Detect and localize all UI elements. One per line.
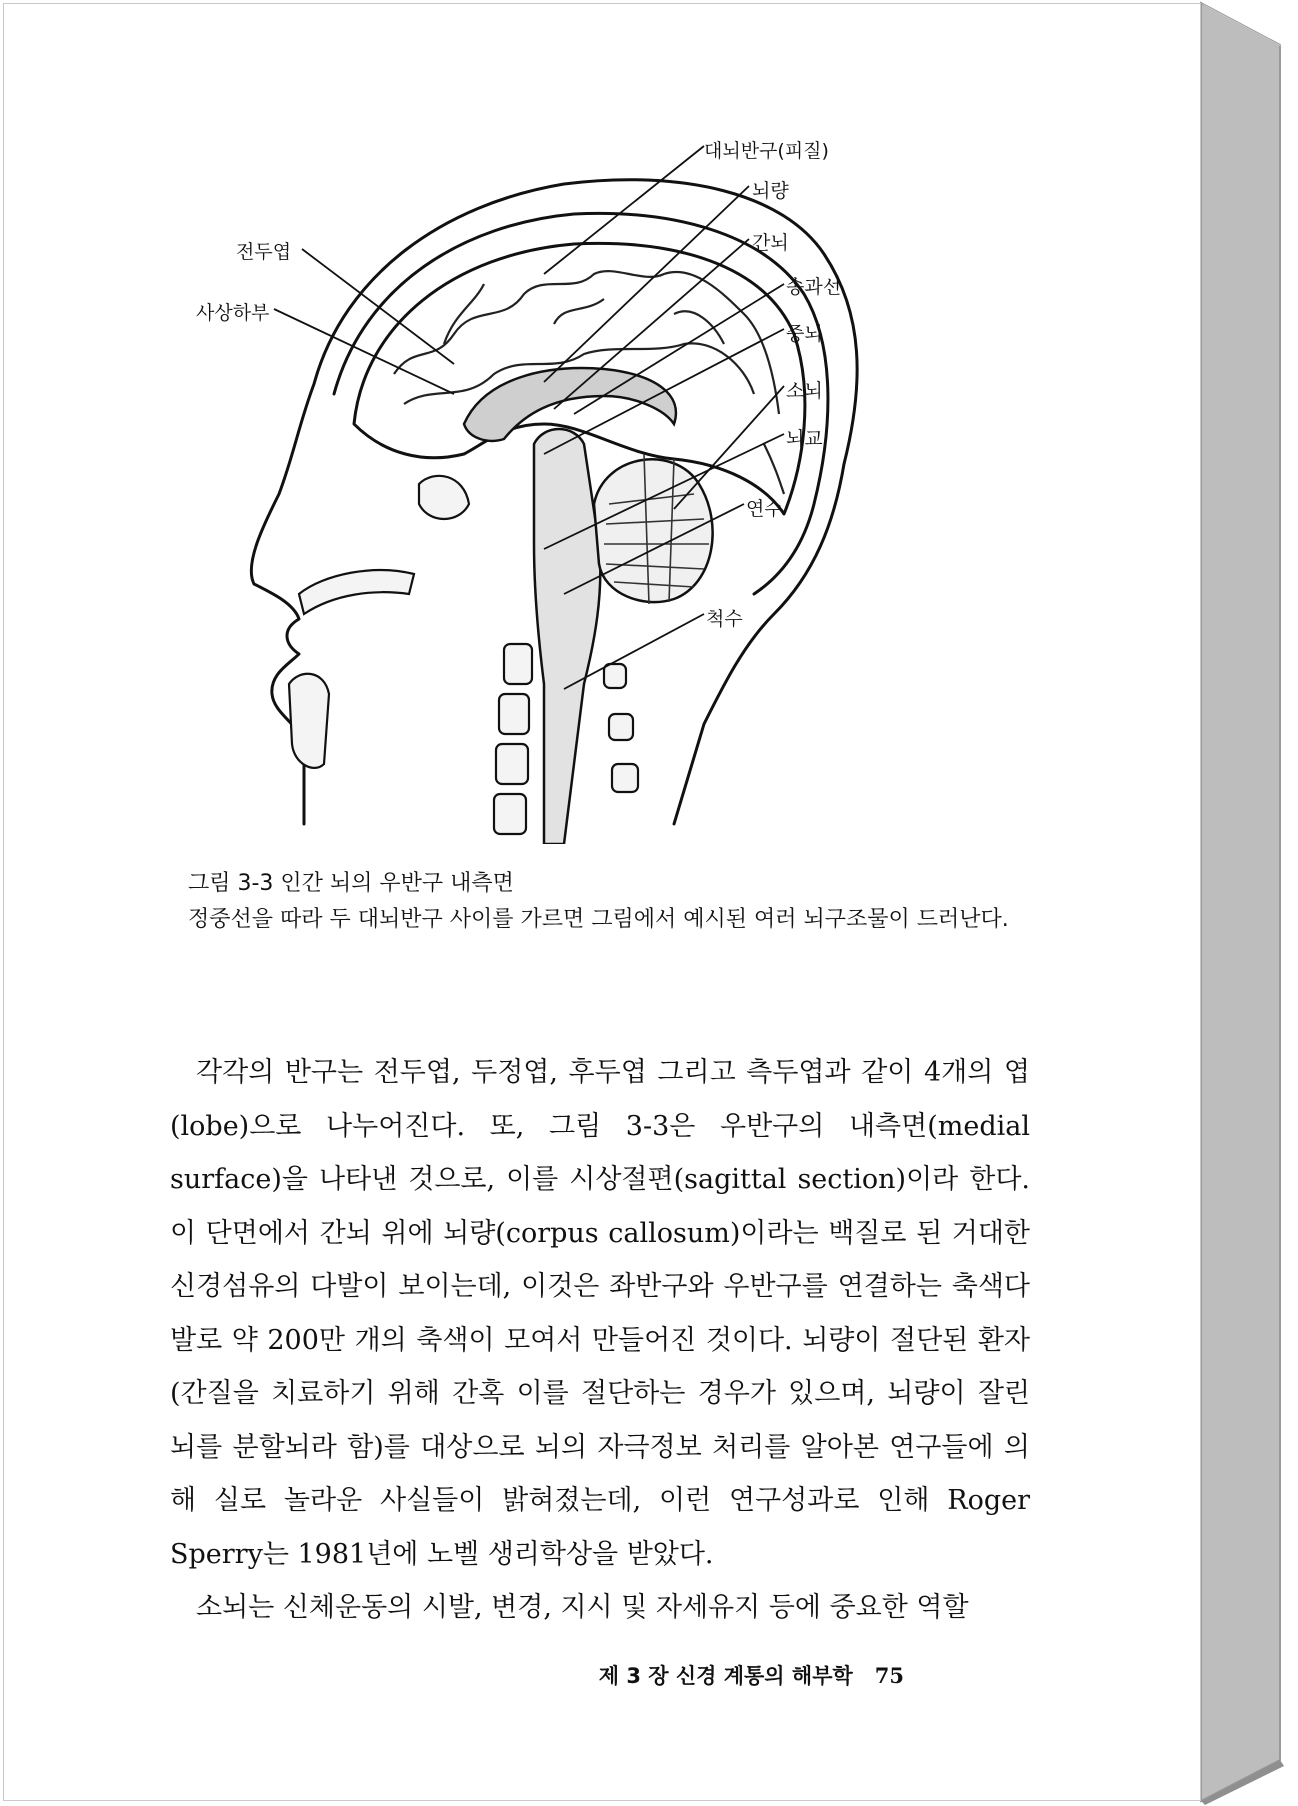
label-spinal-cord: 척수	[706, 608, 743, 630]
label-hypothalamus: 사상하부	[196, 302, 270, 324]
label-medulla: 연수	[746, 498, 783, 520]
label-midbrain: 중뇌	[786, 323, 823, 345]
label-corpus-callosum: 뇌량	[752, 180, 789, 202]
brain-illustration	[204, 124, 984, 844]
page-number: 75	[874, 1663, 904, 1688]
brain-sagittal-figure	[196, 124, 984, 844]
label-cerebral-hemisphere: 대뇌반구(피질)	[704, 140, 829, 162]
paragraph: 각각의 반구는 전두엽, 두정엽, 후두엽 그리고 측두엽과 같이 4개의 엽(lobe)으로 나누어진다. 또, 그림 3-3은 우반구의 내측면(medial surface)을 나타낸 것으로, 이를 시상절편(sagittal section)이라 한다. 이 단면에서 간뇌 위에 뇌량(corpus callosum)이라는 백질로 된 거대한 신경섬유의 다발이 보이는데, 이것은 좌반구와 우반구를 연결하는 축색다발로 약 200만 개의 축색이 모여서 만들어진 것이다. 뇌량이 절단된 환자(간질을 치료하기 위해 간혹 이를 절단하는 경우가 있으며, 뇌량이 잘린 뇌를 분할뇌라 함)를 대상으로 뇌의 자극정보 처리를 알아본 연구들에 의해 실로 놀라운 사실들이 밝혀졌는데, 이런 연구성과로 인해 Roger Sperry는 1981년에 노벨 생리학상을 받았다.	[170, 1057, 1030, 1570]
label-pons: 뇌교	[786, 428, 823, 450]
label-diencephalon: 간뇌	[752, 232, 789, 254]
label-cerebellum: 소뇌	[786, 380, 823, 402]
running-chapter-title: 제 3 장 신경 계통의 해부학	[598, 1664, 853, 1688]
book-page	[3, 3, 1201, 1801]
caption-description: 정중선을 따라 두 대뇌반구 사이를 가르면 그림에서 예시된 여러 뇌구조물이 드러난다.	[188, 907, 1009, 932]
body-text	[170, 1046, 1030, 1635]
label-frontal-lobe: 전두엽	[236, 241, 292, 263]
caption-title: 그림 3-3 인간 뇌의 우반구 내측면	[188, 871, 514, 896]
label-pineal-gland: 송과선	[786, 276, 842, 298]
paragraph: 소뇌는 신체운동의 시발, 변경, 지시 및 자세유지 등에 중요한 역할	[196, 1592, 969, 1623]
figure-caption	[188, 866, 1028, 938]
page-footer	[599, 1660, 904, 1690]
